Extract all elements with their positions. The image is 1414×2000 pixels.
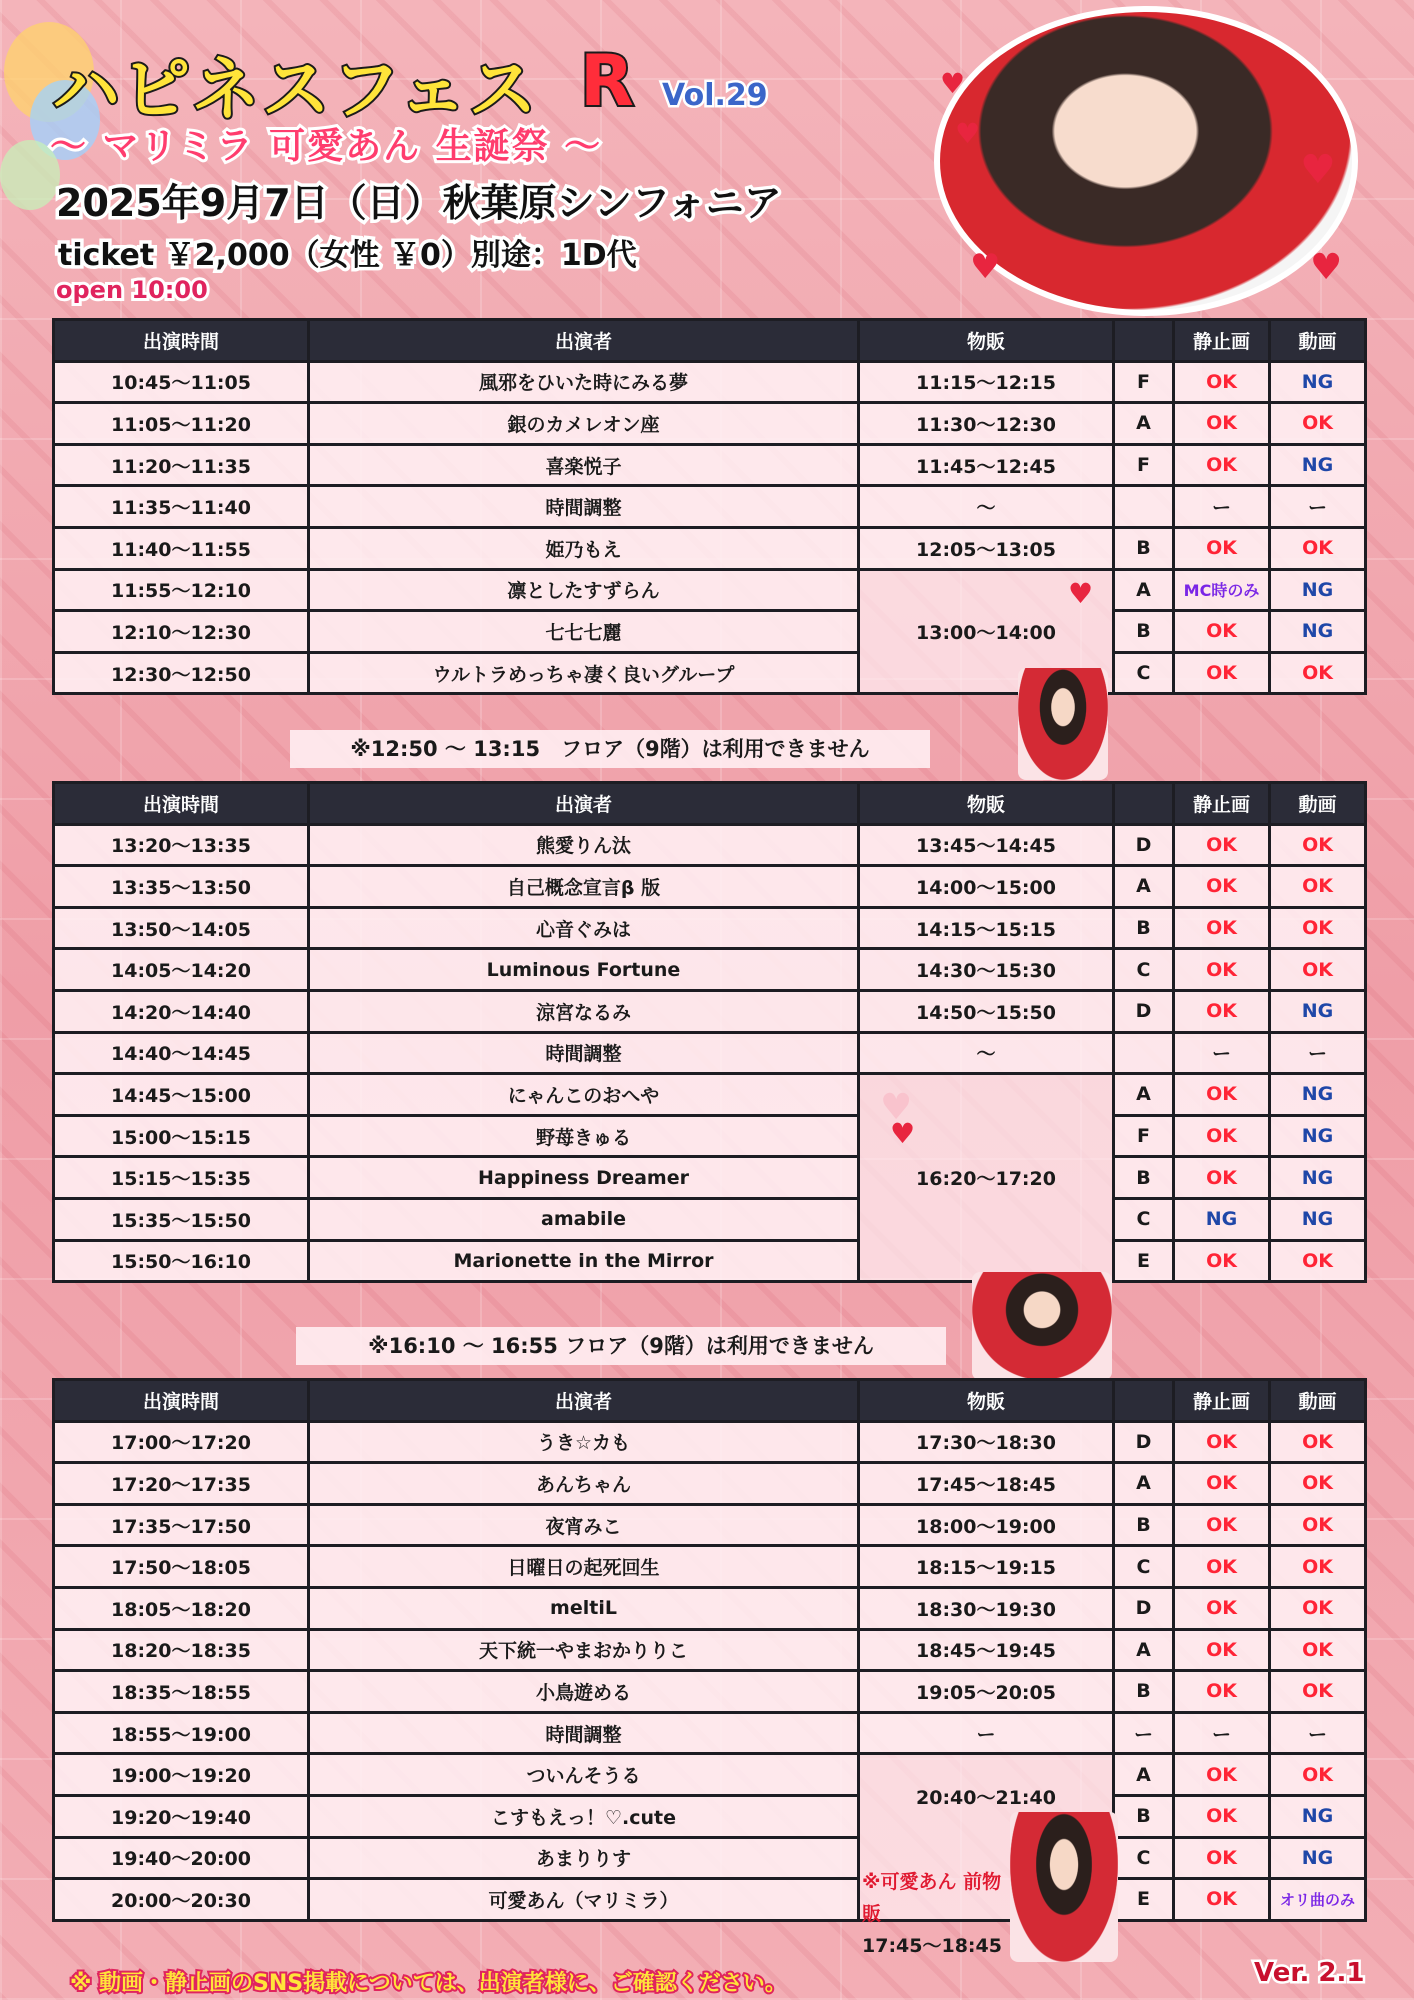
col-header-booth — [1114, 1380, 1174, 1422]
cell-time: 13:50〜14:05 — [54, 907, 309, 949]
cell-still: OK — [1174, 1504, 1270, 1546]
cell-video: OK — [1270, 907, 1366, 949]
cell-merch: 14:00〜15:00 — [859, 866, 1114, 908]
cell-merch: 19:05〜20:05 — [859, 1671, 1114, 1713]
table-row — [54, 569, 1366, 611]
cell-booth: B — [1114, 907, 1174, 949]
cell-time: 11:35〜11:40 — [54, 486, 309, 528]
event-date-venue: 2025年9月7日（日）秋葉原シンフォニア — [56, 181, 782, 225]
cell-time: 11:20〜11:35 — [54, 444, 309, 486]
cell-time: 11:05〜11:20 — [54, 403, 309, 445]
cell-time: 18:55〜19:00 — [54, 1712, 309, 1754]
cell-booth: A — [1114, 403, 1174, 445]
col-header-video: 動画 — [1270, 1380, 1366, 1422]
cell-video: OK — [1270, 1421, 1366, 1463]
cell-merch: 17:30〜18:30 — [859, 1421, 1114, 1463]
table-row — [54, 1671, 1366, 1713]
cell-still: OK — [1174, 611, 1270, 653]
cell-booth: F — [1114, 444, 1174, 486]
cell-booth: C — [1114, 1198, 1174, 1240]
cell-booth: D — [1114, 990, 1174, 1032]
cell-merch-merged: 13:00〜14:00 — [859, 569, 1114, 694]
performer-photo — [1010, 1812, 1118, 1962]
version-label: Ver. 2.1 — [1254, 1958, 1365, 1988]
cell-booth: B — [1114, 1795, 1174, 1837]
cell-booth: D — [1114, 1421, 1174, 1463]
cell-performer: 心音ぐみは — [309, 907, 859, 949]
table-row — [54, 1421, 1366, 1463]
cell-booth: C — [1114, 1546, 1174, 1588]
cell-booth — [1114, 486, 1174, 528]
cell-performer: こすもえっ！♡.cute — [309, 1795, 859, 1837]
cell-performer: Marionette in the Mirror — [309, 1240, 859, 1282]
ticket-price: ticket ￥2,000（女性 ￥0）別途：1D代 — [58, 238, 637, 273]
pre-merch-note — [862, 1866, 1012, 1962]
col-header-still: 静止画 — [1174, 1380, 1270, 1422]
cell-booth: B — [1114, 527, 1174, 569]
footer-note: ※ 動画・静止画のSNS掲載については、出演者様に、ご確認ください。 — [70, 1971, 787, 1996]
event-title-r: R — [580, 40, 634, 122]
event-volume: Vol.29 — [662, 78, 768, 113]
cell-still: ー — [1174, 1712, 1270, 1754]
cell-video: OK — [1270, 866, 1366, 908]
table-row — [54, 1032, 1366, 1074]
cell-still: OK — [1174, 1421, 1270, 1463]
cell-still: OK — [1174, 444, 1270, 486]
performer-photo — [1018, 668, 1108, 780]
cell-time: 18:20〜18:35 — [54, 1629, 309, 1671]
cell-video: OK — [1270, 949, 1366, 991]
cell-booth — [1114, 1032, 1174, 1074]
cell-performer: amabile — [309, 1198, 859, 1240]
table-row — [54, 1157, 1366, 1199]
cell-still: OK — [1174, 652, 1270, 694]
col-header-booth — [1114, 320, 1174, 362]
cell-merch: 14:15〜15:15 — [859, 907, 1114, 949]
cell-still: OK — [1174, 907, 1270, 949]
cell-time: 15:15〜15:35 — [54, 1157, 309, 1199]
col-header-video: 動画 — [1270, 320, 1366, 362]
schedule-table-1 — [52, 318, 1367, 695]
cell-video: ー — [1270, 1712, 1366, 1754]
schedule-table-2 — [52, 781, 1367, 1283]
cell-still: OK — [1174, 866, 1270, 908]
event-title: ハピネスフェス — [52, 51, 539, 130]
cell-still: OK — [1174, 1795, 1270, 1837]
open-time: open 10:00 — [56, 276, 208, 304]
cell-performer: 喜楽悦子 — [309, 444, 859, 486]
event-subtitle: 〜 マリミラ 可愛あん 生誕祭 〜 — [50, 126, 603, 167]
cell-booth: A — [1114, 569, 1174, 611]
cell-performer: 日曜日の起死回生 — [309, 1546, 859, 1588]
cell-booth: D — [1114, 824, 1174, 866]
table-row — [54, 990, 1366, 1032]
cell-merch: 14:50〜15:50 — [859, 990, 1114, 1032]
cell-video: OK — [1270, 1463, 1366, 1505]
floor-notice: ※16:10 〜 16:55 フロア（9階）は利用できません — [296, 1327, 946, 1365]
cell-video: NG — [1270, 611, 1366, 653]
heart-icon: ♥ — [890, 1117, 916, 1150]
cell-time: 17:35〜17:50 — [54, 1504, 309, 1546]
cell-booth: B — [1114, 1671, 1174, 1713]
cell-still: OK — [1174, 1240, 1270, 1282]
col-header-merch: 物販 — [859, 783, 1114, 825]
cell-still: OK — [1174, 1115, 1270, 1157]
table-row — [54, 1546, 1366, 1588]
cell-merch: 11:15〜12:15 — [859, 361, 1114, 403]
cell-video: OK — [1270, 1671, 1366, 1713]
cell-still: OK — [1174, 527, 1270, 569]
cell-video: ー — [1270, 1032, 1366, 1074]
cell-performer: meltiL — [309, 1587, 859, 1629]
cell-booth: F — [1114, 1115, 1174, 1157]
col-header-performer: 出演者 — [309, 783, 859, 825]
cell-still: NG — [1174, 1198, 1270, 1240]
cell-performer: 夜宵みこ — [309, 1504, 859, 1546]
table-row — [54, 1074, 1366, 1116]
cell-time: 14:40〜14:45 — [54, 1032, 309, 1074]
cell-still: OK — [1174, 949, 1270, 991]
table-row — [54, 1629, 1366, 1671]
col-header-still: 静止画 — [1174, 783, 1270, 825]
cell-performer: 野苺きゅる — [309, 1115, 859, 1157]
cell-video: NG — [1270, 1157, 1366, 1199]
cell-merch-merged: 20:40〜21:40 — [859, 1754, 1114, 1920]
cell-merch: 12:05〜13:05 — [859, 527, 1114, 569]
heart-icon: ♥ — [1068, 577, 1094, 610]
cell-merch: 〜 — [859, 1032, 1114, 1074]
col-header-performer: 出演者 — [309, 320, 859, 362]
col-header-time: 出演時間 — [54, 320, 309, 362]
cell-video: NG — [1270, 1074, 1366, 1116]
cell-performer: 小鳥遊める — [309, 1671, 859, 1713]
table-row — [54, 1463, 1366, 1505]
cell-time: 14:05〜14:20 — [54, 949, 309, 991]
table-row — [54, 1795, 1366, 1837]
cell-performer: 涼宮なるみ — [309, 990, 859, 1032]
cell-still: OK — [1174, 1837, 1270, 1879]
cell-video: NG — [1270, 1795, 1366, 1837]
heart-icon: ♥ — [880, 1087, 913, 1128]
cell-video: OK — [1270, 1504, 1366, 1546]
table-row — [54, 403, 1366, 445]
table-row — [54, 1198, 1366, 1240]
col-header-video: 動画 — [1270, 783, 1366, 825]
table-row — [54, 361, 1366, 403]
cell-still: OK — [1174, 1754, 1270, 1796]
cell-time: 13:35〜13:50 — [54, 866, 309, 908]
cell-video: OK — [1270, 1754, 1366, 1796]
table-row — [54, 1504, 1366, 1546]
heart-icon: ♥ — [970, 247, 1001, 287]
cell-video: OK — [1270, 1629, 1366, 1671]
cell-merch: 14:30〜15:30 — [859, 949, 1114, 991]
table-header-row — [54, 320, 1366, 362]
table-row — [54, 1240, 1366, 1282]
cell-merch: 18:00〜19:00 — [859, 1504, 1114, 1546]
cell-booth: E — [1114, 1240, 1174, 1282]
table-row — [54, 527, 1366, 569]
cell-time: 15:35〜15:50 — [54, 1198, 309, 1240]
floor-notice: ※12:50 〜 13:15 フロア（9階）は利用できません — [290, 730, 930, 768]
cell-still: MC時のみ — [1174, 569, 1270, 611]
table-row — [54, 611, 1366, 653]
cell-video: NG — [1270, 361, 1366, 403]
cell-still: OK — [1174, 1587, 1270, 1629]
cell-merch-merged: 16:20〜17:20 — [859, 1074, 1114, 1282]
col-header-booth — [1114, 783, 1174, 825]
cell-time: 11:55〜12:10 — [54, 569, 309, 611]
cell-performer: 可愛あん（マリミラ） — [309, 1879, 859, 1921]
cell-merch: 17:45〜18:45 — [859, 1463, 1114, 1505]
table-row — [54, 1837, 1366, 1879]
col-header-performer: 出演者 — [309, 1380, 859, 1422]
cell-time: 12:10〜12:30 — [54, 611, 309, 653]
cell-performer: 時間調整 — [309, 486, 859, 528]
heart-icon: ♥ — [1300, 147, 1336, 193]
table-row — [54, 1712, 1366, 1754]
table-row — [54, 486, 1366, 528]
cell-performer: ついんそうる — [309, 1754, 859, 1796]
cell-booth: B — [1114, 1504, 1174, 1546]
cell-time: 10:45〜11:05 — [54, 361, 309, 403]
cell-performer: 凛としたすずらん — [309, 569, 859, 611]
cell-time: 15:00〜15:15 — [54, 1115, 309, 1157]
cell-performer: 風邪をひいた時にみる夢 — [309, 361, 859, 403]
cell-still: OK — [1174, 1546, 1270, 1588]
table-row — [54, 1115, 1366, 1157]
col-header-merch: 物販 — [859, 1380, 1114, 1422]
cell-booth: ー — [1114, 1712, 1174, 1754]
cell-booth: C — [1114, 652, 1174, 694]
cell-merch: 18:45〜19:45 — [859, 1629, 1114, 1671]
cell-time: 19:20〜19:40 — [54, 1795, 309, 1837]
cell-booth: F — [1114, 361, 1174, 403]
cell-merch: 〜 — [859, 486, 1114, 528]
cell-video: NG — [1270, 1837, 1366, 1879]
cell-performer: 熊愛りん汰 — [309, 824, 859, 866]
cell-time: 17:20〜17:35 — [54, 1463, 309, 1505]
cell-booth: D — [1114, 1587, 1174, 1629]
cell-still: OK — [1174, 1074, 1270, 1116]
cell-performer: にゃんこのおへや — [309, 1074, 859, 1116]
table-row — [54, 652, 1366, 694]
cell-time: 17:00〜17:20 — [54, 1421, 309, 1463]
cell-time: 18:35〜18:55 — [54, 1671, 309, 1713]
cell-video: OK — [1270, 527, 1366, 569]
cell-performer: Luminous Fortune — [309, 949, 859, 991]
cell-performer: 自己概念宣言β 版 — [309, 866, 859, 908]
cell-performer: 天下統一やまおかりりこ — [309, 1629, 859, 1671]
cell-still: OK — [1174, 1463, 1270, 1505]
performer-photo — [972, 1272, 1112, 1380]
cell-video: NG — [1270, 1115, 1366, 1157]
cell-still: OK — [1174, 361, 1270, 403]
cell-performer: 七七七麗 — [309, 611, 859, 653]
table-row — [54, 1879, 1366, 1921]
cell-still: OK — [1174, 1879, 1270, 1921]
cell-booth: E — [1114, 1879, 1174, 1921]
cell-time: 15:50〜16:10 — [54, 1240, 309, 1282]
cell-merch: ー — [859, 1712, 1114, 1754]
col-header-time: 出演時間 — [54, 783, 309, 825]
cell-merch: 13:45〜14:45 — [859, 824, 1114, 866]
cell-time: 19:00〜19:20 — [54, 1754, 309, 1796]
pre-merch-time: 17:45〜18:45 — [862, 1935, 1002, 1957]
cell-still: ー — [1174, 1032, 1270, 1074]
cell-performer: 時間調整 — [309, 1032, 859, 1074]
table-row — [54, 907, 1366, 949]
cell-merch: 11:45〜12:45 — [859, 444, 1114, 486]
cell-performer: ウルトラめっちゃ凄く良いグループ — [309, 652, 859, 694]
cell-performer: 銀のカメレオン座 — [309, 403, 859, 445]
col-header-merch: 物販 — [859, 320, 1114, 362]
table-row — [54, 1754, 1366, 1796]
cell-video: ー — [1270, 486, 1366, 528]
table-row — [54, 824, 1366, 866]
cell-video: NG — [1270, 444, 1366, 486]
cell-booth: A — [1114, 1463, 1174, 1505]
cell-video: OK — [1270, 652, 1366, 694]
cell-performer: あまりりす — [309, 1837, 859, 1879]
table-header-row — [54, 783, 1366, 825]
heart-icon: ♥ — [940, 67, 966, 100]
table-row — [54, 1587, 1366, 1629]
cell-still: ー — [1174, 486, 1270, 528]
cell-time: 11:40〜11:55 — [54, 527, 309, 569]
table-row — [54, 866, 1366, 908]
cell-booth: A — [1114, 1629, 1174, 1671]
col-header-time: 出演時間 — [54, 1380, 309, 1422]
pre-merch-label: ※可愛あん 前物販 — [862, 1871, 1002, 1925]
cell-merch: 18:15〜19:15 — [859, 1546, 1114, 1588]
cell-video: OK — [1270, 824, 1366, 866]
cell-time: 14:20〜14:40 — [54, 990, 309, 1032]
cell-time: 17:50〜18:05 — [54, 1546, 309, 1588]
cell-merch: 11:30〜12:30 — [859, 403, 1114, 445]
cell-booth: B — [1114, 611, 1174, 653]
cell-time: 12:30〜12:50 — [54, 652, 309, 694]
cell-still: OK — [1174, 824, 1270, 866]
cell-time: 18:05〜18:20 — [54, 1587, 309, 1629]
cell-video: オリ曲のみ — [1270, 1879, 1366, 1921]
cell-performer: 姫乃もえ — [309, 527, 859, 569]
cell-video: OK — [1270, 403, 1366, 445]
cell-time: 20:00〜20:30 — [54, 1879, 309, 1921]
cell-booth: C — [1114, 1837, 1174, 1879]
cell-performer: あんちゃん — [309, 1463, 859, 1505]
table-header-row — [54, 1380, 1366, 1422]
cell-booth: B — [1114, 1157, 1174, 1199]
table-row — [54, 949, 1366, 991]
cell-performer: うき☆カも — [309, 1421, 859, 1463]
cell-booth: A — [1114, 866, 1174, 908]
cell-video: NG — [1270, 990, 1366, 1032]
heart-icon: ♥ — [955, 117, 981, 150]
cell-video: OK — [1270, 1587, 1366, 1629]
table-row — [54, 444, 1366, 486]
cell-video: NG — [1270, 569, 1366, 611]
cell-video: NG — [1270, 1198, 1366, 1240]
cell-booth: A — [1114, 1754, 1174, 1796]
cell-booth: C — [1114, 949, 1174, 991]
cell-still: OK — [1174, 1671, 1270, 1713]
cell-performer: 時間調整 — [309, 1712, 859, 1754]
cell-still: OK — [1174, 403, 1270, 445]
schedule-table-3 — [52, 1378, 1367, 1922]
cell-booth: A — [1114, 1074, 1174, 1116]
cell-time: 13:20〜13:35 — [54, 824, 309, 866]
cell-time: 14:45〜15:00 — [54, 1074, 309, 1116]
cell-merch: 18:30〜19:30 — [859, 1587, 1114, 1629]
cell-performer: Happiness Dreamer — [309, 1157, 859, 1199]
cell-time: 19:40〜20:00 — [54, 1837, 309, 1879]
cell-video: OK — [1270, 1240, 1366, 1282]
cell-video: OK — [1270, 1546, 1366, 1588]
col-header-still: 静止画 — [1174, 320, 1270, 362]
cell-still: OK — [1174, 990, 1270, 1032]
cell-still: OK — [1174, 1629, 1270, 1671]
cell-still: OK — [1174, 1157, 1270, 1199]
heart-icon: ♥ — [1310, 247, 1343, 288]
